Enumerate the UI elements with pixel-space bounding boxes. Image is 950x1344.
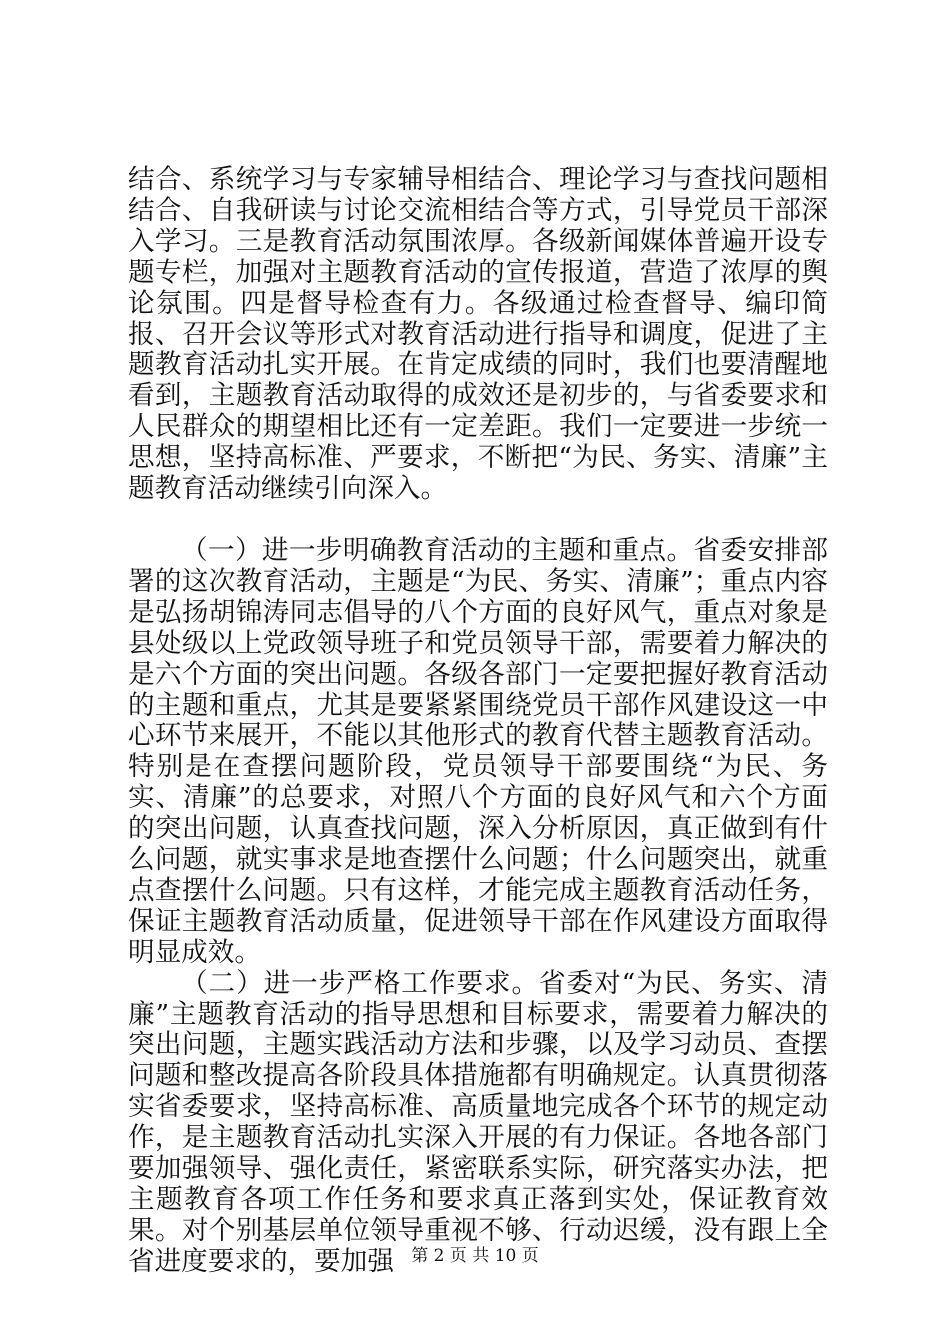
document-body — [128, 165, 828, 1278]
paragraph-section-one: （一）进一步明确教育活动的主题和重点。省委安排部署的这次教育活动，主题是“为民、务实、清廉”；重点内容是弘扬胡锦涛同志倡导的八个方面的良好风气，重点对象是县处级以上党政领导班子和党员领导干部，需要着力解决的是六个方面的突出问题。各级各部门一定要把握好教育活动的主题和重点，尤其是要紧紧围绕党员干部作风建设这一中心环节来展开，不能以其他形式的教育代替主题教育活动。特别是在查摆问题阶段，党员领导干部要围绕“为民、务实、清廉”的总要求，对照八个方面的良好风气和六个方面的突出问题，认真查找问题，深入分析原因，真正做到有什么问题，就实事求是地查摆什么问题；什么问题突出，就重点查摆什么问题。只有这样，才能完成主题教育活动任务，保证主题教育活动质量，促进领导干部在作风建设方面取得明显成效。 — [128, 534, 828, 968]
paragraph-continued: 结合、系统学习与专家辅导相结合、理论学习与查找问题相结合、自我研读与讨论交流相结合等方式，引导党员干部深入学习。三是教育活动氛围浓厚。各级新闻媒体普遍开设专题专栏，加强对主题教育活动的宣传报道，营造了浓厚的舆论氛围。四是督导检查有力。各级通过检查督导、编印简报、召开会议等形式对教育活动进行指导和调度，促进了主题教育活动扎实开展。在肯定成绩的同时，我们也要清醒地看到，主题教育活动取得的成效还是初步的，与省委要求和人民群众的期望相比还有一定差距。我们一定要进一步统一思想，坚持高标准、严要求，不断把“为民、务实、清廉”主题教育活动继续引向深入。 — [128, 164, 828, 505]
page-footer: 第 2 页 共 10 页 — [411, 1246, 539, 1266]
paragraph-section-two: （二）进一步严格工作要求。省委对“为民、务实、清廉”主题教育活动的指导思想和目标要求，需要着力解决的突出问题，主题实践活动方法和步骤，以及学习动员、查摆问题和整改提高各阶段具体措施都有明确规定。认真贯彻落实省委要求，坚持高标准、高质量地完成各个环节的规定动作，是主题教育活动扎实深入开展的有力保证。各地各部门要加强领导、强化责任，紧密联系实际，研究落实办法，把主题教育各项工作任务和要求真正落到实处，保证教育效果。对个别基层单位领导重视不够、行动迟缓，没有跟上全省进度要求的，要加强 — [128, 967, 828, 1277]
